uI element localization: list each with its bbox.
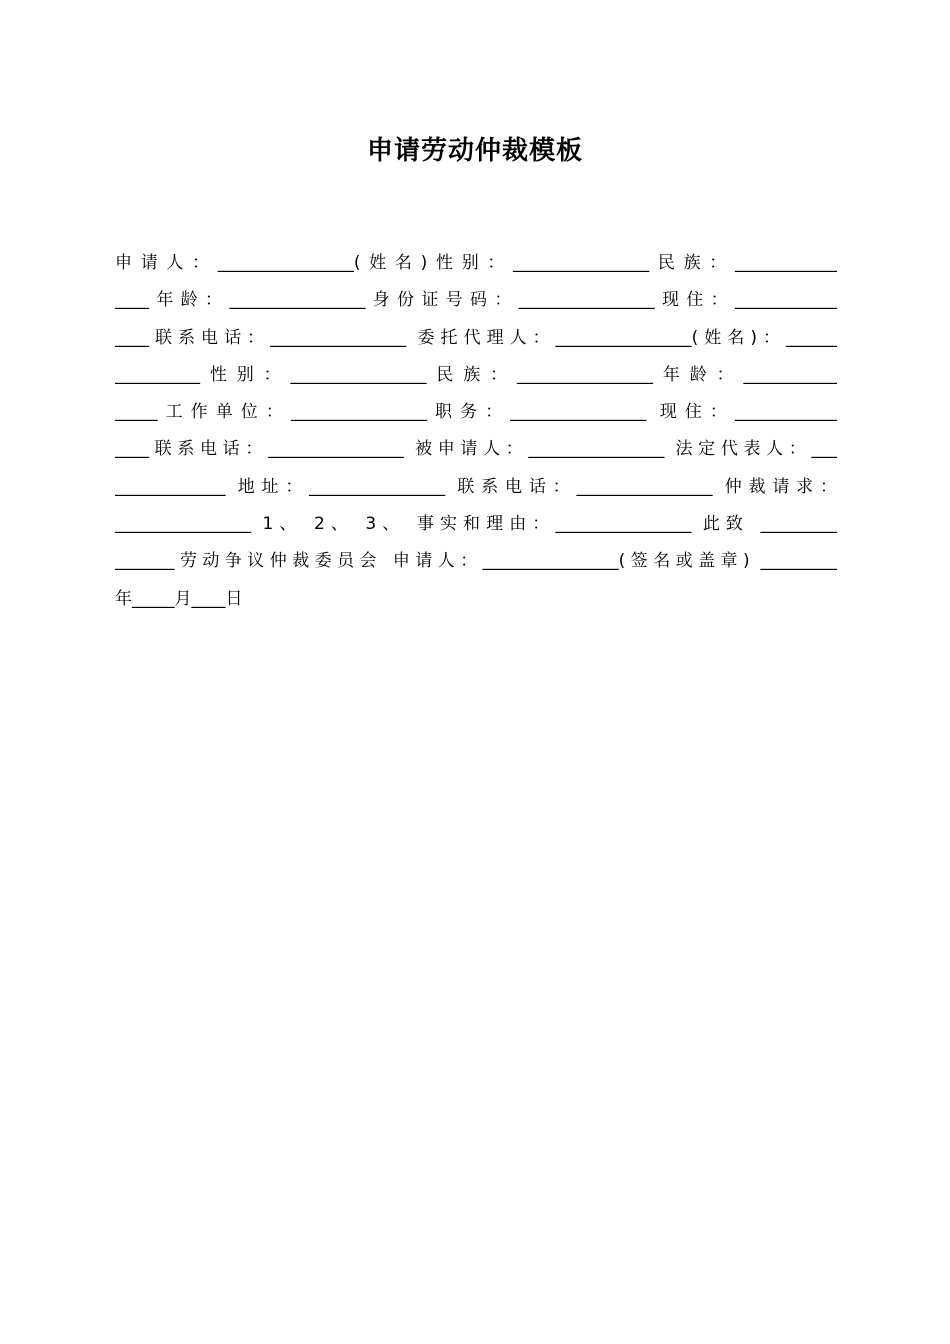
text-line-10-date: 年_____月____日 <box>115 588 243 609</box>
document-title: 申请劳动仲裁模板 <box>366 136 583 166</box>
text-line-6: ____联系电话：________________ 被申请人：________________ 法定代表人：___ <box>115 439 837 460</box>
text-line-4: __________性别：________________民族：________________年龄：___________ <box>115 364 837 385</box>
text-line-2: ____年龄：________________身份证号码：________________现住：____________ <box>115 290 837 311</box>
text-line-1: 申请人：________________(姓名)性别：________________民族：____________ <box>115 253 837 273</box>
text-line-3: ____联系电话：________________ 委托代理人：________________(姓名)：______ <box>115 327 837 348</box>
text-line-8: ________________ 1、 2、 3、 事实和理由：________________ 此致 _________ <box>115 514 837 535</box>
text-line-5: _____工作单位：________________职务：________________ 现住：____________ <box>115 402 837 423</box>
text-line-9: _______劳动争议仲裁委员会 申请人：________________(签名或盖章) _________ <box>115 551 837 572</box>
document-body <box>115 245 837 618</box>
text-line-7: _____________ 地址：________________ 联系电话：________________ 仲裁请求： <box>115 476 837 497</box>
